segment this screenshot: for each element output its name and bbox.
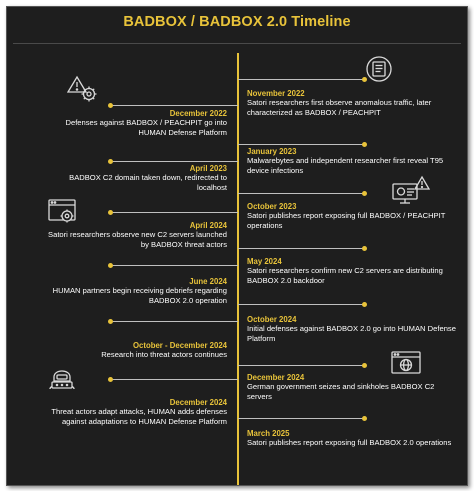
warning-gear-icon [67,75,101,105]
timeline-event [47,109,227,137]
event-date: October 2023 [247,202,297,211]
event-date: March 2025 [247,429,290,438]
timeline-event [247,89,459,117]
event-text: Defenses against BADBOX / PEACHPIT go into HUMAN Defense Platform [65,118,227,137]
connector-dot [108,210,113,215]
connector-line [111,212,238,213]
timeline-event [47,341,227,360]
timeline-event [247,315,459,343]
connector-line [111,105,238,106]
event-date: October 2024 [247,315,297,324]
timeline-axis [237,53,239,485]
event-date: May 2024 [247,257,282,266]
connector-dot [362,416,367,421]
connector-dot [108,377,113,382]
event-text: Satori researchers observe new C2 servers launched by BADBOX threat actors [48,230,227,249]
event-text: Malwarebytes and independent researcher first reveal T95 device infections [247,156,444,175]
connector-dot [362,191,367,196]
timeline-event [247,257,459,285]
browser-globe-icon [389,349,425,379]
connector-line [238,365,364,366]
event-text: HUMAN partners begin receiving debriefs regarding BADBOX 2.0 operation [52,286,227,305]
event-text: Initial defenses against BADBOX 2.0 go into HUMAN Defense Platform [247,324,456,343]
event-date: April 2023 [189,164,227,173]
connector-line [111,321,238,322]
connector-dot [108,319,113,324]
document-icon [361,54,397,84]
timeline-title: BADBOX / BADBOX 2.0 Timeline [123,14,351,30]
timeline-event [247,202,459,230]
connector-dot [108,103,113,108]
timeline-panel [6,6,468,486]
event-date: December 2024 [247,373,305,382]
monitor-warning-icon [391,175,431,205]
connector-line [111,379,238,380]
connector-line [238,248,364,249]
browser-gear-icon [47,197,81,227]
connector-dot [362,246,367,251]
timeline-event [47,164,227,192]
title-divider [13,43,461,44]
event-text: Threat actors adapt attacks, HUMAN adds defenses against adaptations to HUMAN Defense Platform [51,407,227,426]
event-date: October - December 2024 [132,341,227,350]
timeline-event [247,147,459,175]
connector-dot [108,263,113,268]
connector-line [238,304,364,305]
event-text: Satori publishes report exposing full BADBOX 2.0 operations [247,438,452,448]
timeline-event [247,373,459,401]
event-text: Satori researchers first observe anomalous traffic, later characterized as BADBOX / PEACHPIT [247,98,432,117]
connector-line [111,265,238,266]
connector-line [111,161,238,162]
event-text: Research into threat actors continues [101,350,227,360]
hacker-icon [45,361,79,391]
connector-line [238,418,364,419]
event-text: Satori publishes report exposing full BADBOX / PEACHPIT operations [247,211,446,230]
event-text: German government seizes and sinkholes BADBOX C2 servers [247,382,435,401]
timeline-event [47,277,227,305]
timeline-event [247,429,459,448]
event-date: December 2022 [169,109,227,118]
connector-dot [362,302,367,307]
connector-line [238,144,364,145]
event-text: BADBOX C2 domain taken down, redirected to localhost [69,173,227,192]
connector-dot [362,363,367,368]
event-date: December 2024 [169,398,227,407]
event-date: January 2023 [247,147,297,156]
event-text: Satori researchers confirm new C2 servers are distributing BADBOX 2.0 backdoor [247,266,443,285]
timeline-event [37,398,227,426]
connector-line [238,79,364,80]
event-date: June 2024 [189,277,227,286]
event-date: November 2022 [247,89,305,98]
connector-line [238,193,364,194]
event-date: April 2024 [189,221,227,230]
